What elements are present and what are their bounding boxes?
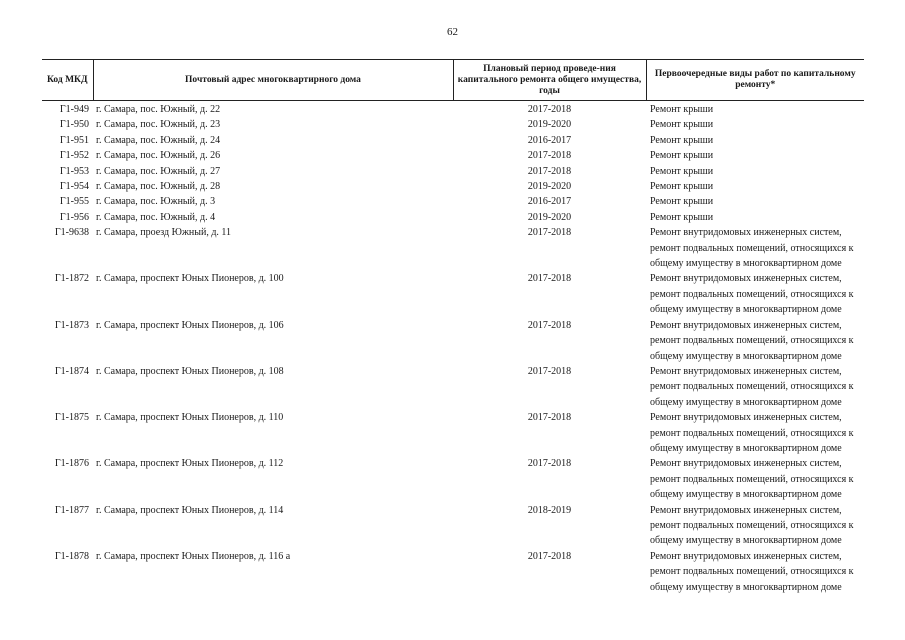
row-address: г. Самара, проспект Юных Пионеров, д. 116 а <box>96 550 291 562</box>
header-works: Первоочередные виды работ по капитальному ремонту* <box>646 60 864 101</box>
table-row <box>42 364 864 410</box>
row-period: 2019-2020 <box>527 119 572 131</box>
row-period: 2017-2018 <box>527 273 572 285</box>
header-address: Почтовый адрес многоквартирного дома <box>93 60 453 101</box>
row-period: 2018-2019 <box>527 504 572 516</box>
header-row <box>42 60 864 101</box>
table-row <box>42 148 864 163</box>
table-row <box>42 179 864 194</box>
row-address: г. Самара, проспект Юных Пионеров, д. 112 <box>96 458 284 470</box>
row-period: 2017-2018 <box>527 365 572 377</box>
row-period: 2016-2017 <box>527 134 572 146</box>
table-row <box>42 164 864 179</box>
row-works: Ремонт крыши <box>650 196 714 208</box>
row-code: Г1-1873 <box>54 319 89 331</box>
row-address: г. Самара, проезд Южный, д. 11 <box>96 227 232 239</box>
table-row <box>42 271 864 317</box>
table-row <box>42 117 864 132</box>
row-period: 2017-2018 <box>527 165 572 177</box>
row-code: Г1-956 <box>59 211 89 223</box>
table-row <box>42 456 864 502</box>
row-code: Г1-1874 <box>54 365 89 377</box>
header-code: Код МКД <box>42 60 93 101</box>
row-code: Г1-1877 <box>54 504 89 516</box>
row-address: г. Самара, проспект Юных Пионеров, д. 106 <box>96 319 284 331</box>
row-period: 2017-2018 <box>527 458 572 470</box>
table-row <box>42 101 864 118</box>
row-works: Ремонт внутридомовых инженерных систем, ремонт подвальных помещений, относящихся к общему имуществу в многоквартирном доме <box>650 550 854 593</box>
row-code: Г1-949 <box>59 104 89 115</box>
table-row <box>42 503 864 549</box>
row-code: Г1-955 <box>59 196 89 208</box>
row-period: 2019-2020 <box>527 181 572 193</box>
row-works: Ремонт крыши <box>650 150 714 162</box>
row-address: г. Самара, проспект Юных Пионеров, д. 110 <box>96 412 284 424</box>
row-code: Г1-1878 <box>54 550 89 562</box>
row-address: г. Самара, проспект Юных Пионеров, д. 108 <box>96 365 284 377</box>
row-works: Ремонт внутридомовых инженерных систем, ремонт подвальных помещений, относящихся к общему имуществу в многоквартирном доме <box>650 458 854 501</box>
row-address: г. Самара, пос. Южный, д. 4 <box>96 211 216 223</box>
table-row <box>42 133 864 148</box>
row-address: г. Самара, пос. Южный, д. 27 <box>96 165 221 177</box>
row-works: Ремонт внутридомовых инженерных систем, ремонт подвальных помещений, относящихся к общему имуществу в многоквартирном доме <box>650 273 854 316</box>
row-period: 2017-2018 <box>527 412 572 424</box>
row-address: г. Самара, проспект Юных Пионеров, д. 100 <box>96 273 284 285</box>
row-code: Г1-9638 <box>54 227 89 239</box>
row-period: 2017-2018 <box>527 319 572 331</box>
row-code: Г1-1875 <box>54 412 89 424</box>
page-number: 62 <box>447 26 458 38</box>
row-works: Ремонт внутридомовых инженерных систем, ремонт подвальных помещений, относящихся к общему имуществу в многоквартирном доме <box>650 412 854 454</box>
row-address: г. Самара, пос. Южный, д. 23 <box>96 119 221 131</box>
row-code: Г1-953 <box>59 165 89 177</box>
row-works: Ремонт крыши <box>650 104 714 115</box>
table-row <box>42 549 864 595</box>
row-code: Г1-1876 <box>54 458 89 470</box>
row-code: Г1-951 <box>59 134 89 146</box>
row-period: 2017-2018 <box>527 227 572 239</box>
row-works: Ремонт крыши <box>650 134 714 146</box>
row-works: Ремонт внутридомовых инженерных систем, ремонт подвальных помещений, относящихся к общему имуществу в многоквартирном доме <box>650 365 854 408</box>
table-body <box>42 101 864 596</box>
row-code: Г1-950 <box>59 119 89 131</box>
table-row <box>42 318 864 364</box>
table-row <box>42 210 864 225</box>
row-period: 2016-2017 <box>527 196 572 208</box>
row-code: Г1-952 <box>59 150 89 162</box>
row-works: Ремонт крыши <box>650 181 714 193</box>
row-address: г. Самара, пос. Южный, д. 26 <box>96 150 221 162</box>
row-works: Ремонт крыши <box>650 211 714 223</box>
table-row <box>42 410 864 456</box>
row-period: 2017-2018 <box>527 150 572 162</box>
row-period: 2019-2020 <box>527 211 572 223</box>
row-address: г. Самара, пос. Южный, д. 24 <box>96 134 221 146</box>
housing-registry-table <box>42 59 864 595</box>
table-row <box>42 225 864 271</box>
row-period: 2017-2018 <box>527 550 572 562</box>
row-works: Ремонт внутридомовых инженерных систем, ремонт подвальных помещений, относящихся к общему имуществу в многоквартирном доме <box>650 319 854 362</box>
row-address: г. Самара, пос. Южный, д. 28 <box>96 181 221 193</box>
row-works: Ремонт внутридомовых инженерных систем, ремонт подвальных помещений, относящихся к общему имуществу в многоквартирном доме <box>650 227 854 270</box>
table-row <box>42 194 864 209</box>
header-period: Плановый период проведе-ния капитального ремонта общего имущества, годы <box>453 60 646 101</box>
table-header <box>42 60 864 101</box>
row-address: г. Самара, проспект Юных Пионеров, д. 114 <box>96 504 284 516</box>
row-works: Ремонт крыши <box>650 165 714 177</box>
row-works: Ремонт внутридомовых инженерных систем, ремонт подвальных помещений, относящихся к общему имуществу в многоквартирном доме <box>650 504 854 547</box>
row-works: Ремонт крыши <box>650 119 714 131</box>
row-address: г. Самара, пос. Южный, д. 22 <box>96 104 221 115</box>
row-code: Г1-954 <box>59 181 89 193</box>
row-address: г. Самара, пос. Южный, д. 3 <box>96 196 216 208</box>
row-period: 2017-2018 <box>527 104 572 115</box>
row-code: Г1-1872 <box>54 273 89 285</box>
